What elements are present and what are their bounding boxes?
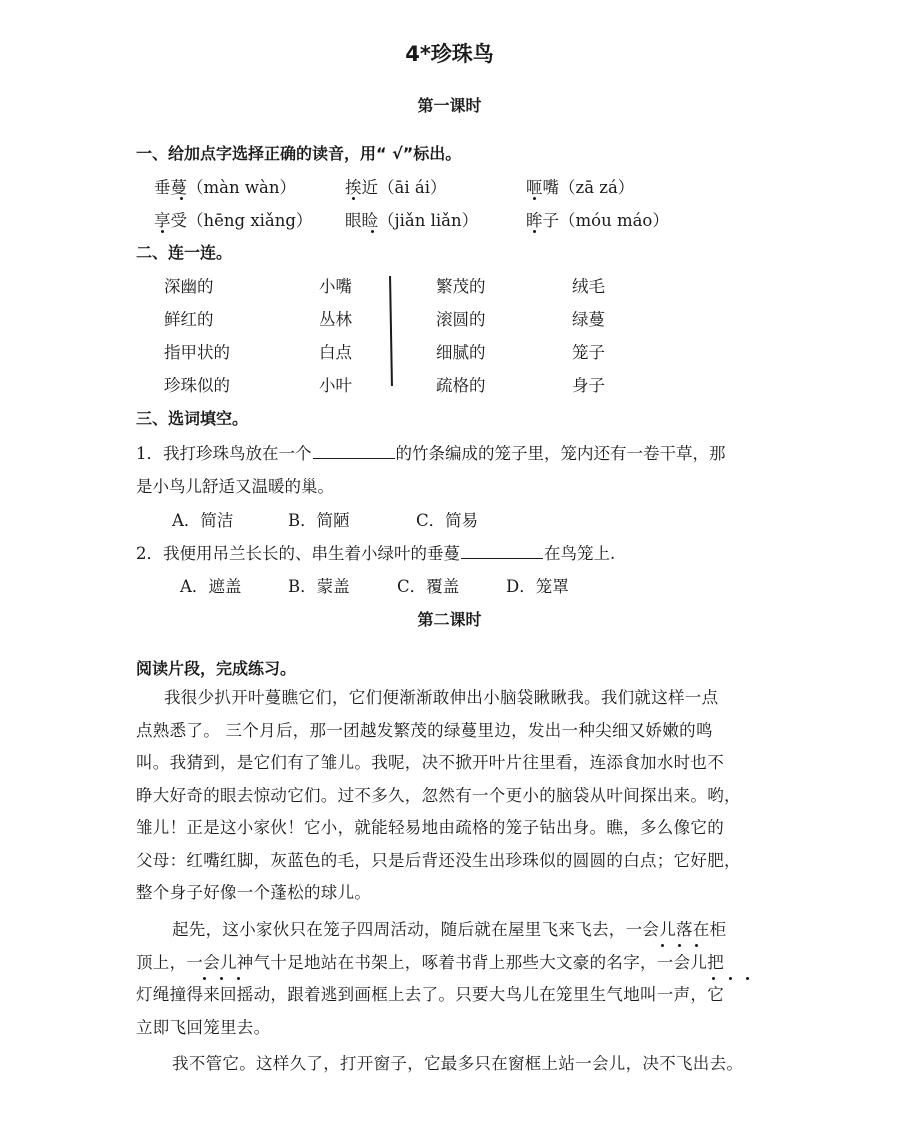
emphasis-dot <box>746 977 749 980</box>
option: B．蒙盖 <box>288 577 350 596</box>
lesson-1-title: 第一课时 <box>417 96 482 115</box>
emphasis-dot <box>712 977 715 980</box>
q3-heading: 三、选词填空。 <box>136 409 249 428</box>
q3-s2-pre: 2．我便用吊兰长长的、串生着小绿叶的垂蔓 <box>136 544 460 563</box>
text-line: 父母：红嘴红脚，灰蓝色的毛，只是后背还没生出珍珠似的圆圆的白点；它好肥， <box>136 850 741 870</box>
text-line: 整个身子好像一个蓬松的球儿。 <box>136 883 372 902</box>
text-line: 顶上，一会儿神气十足地站在书架上，啄着书背上那些大文豪的名字，一会儿把 <box>136 952 724 972</box>
text-line: 点熟悉了。 三个月后，那一团越发繁茂的绿蔓里边，发出一种尖细又娇嫩的鸣 <box>136 720 713 740</box>
emphasis-dot <box>678 944 681 947</box>
match-right-noun: 绿蔓 <box>572 310 605 329</box>
text-line: 立即飞回笼里去。 <box>136 1017 271 1037</box>
reading-paragraph-3 <box>136 1048 766 1081</box>
page-title: 4*珍珠鸟 <box>405 42 494 66</box>
option: C．覆盖 <box>397 577 460 596</box>
emphasis-dot <box>661 944 664 947</box>
match-left-adj: 指甲状的 <box>164 343 230 362</box>
emphasis-dot <box>180 197 183 200</box>
match-right-adj: 疏格的 <box>436 376 486 395</box>
match-left-adj: 鲜红的 <box>164 310 214 329</box>
emphasis-dot <box>371 230 374 233</box>
option: B．简陋 <box>288 511 350 530</box>
q1-item: 垂蔓（màn wàn） <box>154 178 296 197</box>
option: A．简洁 <box>172 511 234 530</box>
match-right-noun: 笼子 <box>572 343 605 362</box>
emphasis-dot <box>220 977 223 980</box>
q3-sentence-1 <box>136 440 726 464</box>
q2-heading: 二、连一连。 <box>136 243 233 262</box>
match-left-adj: 珍珠似的 <box>164 376 230 395</box>
option: C．简易 <box>416 511 479 530</box>
divider-line <box>389 276 392 386</box>
q1-item: 眸子（móu máo） <box>526 211 669 230</box>
match-left-noun: 小叶 <box>319 376 352 395</box>
q3-sentence-2 <box>136 540 615 564</box>
q1-item: 咂嘴（zā zá） <box>526 178 635 197</box>
fill-blank[interactable] <box>313 442 395 459</box>
text-line: 睁大好奇的眼去惊动它们。过不多久，忽然有一个更小的脑袋从叶间探出来。哟， <box>136 785 741 805</box>
match-right-noun: 绒毛 <box>572 277 605 296</box>
match-left-adj: 深幽的 <box>164 277 214 296</box>
emphasis-dot <box>533 230 536 233</box>
text-line: 我很少扒开叶蔓瞧它们，它们便渐渐敢伸出小脑袋瞅瞅我。我们就这样一点 <box>164 688 719 707</box>
q3-s1-post: 的竹条编成的笼子里，笼内还有一卷干草，那 <box>395 444 726 463</box>
match-right-adj: 细腻的 <box>436 343 486 362</box>
emphasis-dot <box>533 197 536 200</box>
text-line: 叫。我猜到，是它们有了雏儿。我呢，决不掀开叶片往里看，连添食加水时也不 <box>136 753 724 772</box>
text-line: 起先，这小家伙只在笼子四周活动，随后就在屋里飞来飞去，一会儿落在柜 <box>172 920 727 939</box>
emphasis-dot <box>161 230 164 233</box>
match-left-noun: 白点 <box>319 343 352 362</box>
option: D．笼罩 <box>506 577 569 596</box>
reading-paragraph-1 <box>136 682 766 910</box>
option: A．遮盖 <box>180 577 242 596</box>
lesson-2-title: 第二课时 <box>417 610 482 629</box>
match-right-adj: 繁茂的 <box>436 277 486 296</box>
emphasis-dot <box>729 977 732 980</box>
emphasis-dot <box>352 197 355 200</box>
q3-s1-pre: 1．我打珍珠鸟放在一个 <box>136 444 312 463</box>
match-right-adj: 滚圆的 <box>436 310 486 329</box>
q1-heading: 一、给加点字选择正确的读音，用“ √”标出。 <box>136 144 462 163</box>
q1-item: 享受（hēng xiǎng） <box>154 211 313 230</box>
emphasis-dot <box>237 977 240 980</box>
q1-item: 眼睑（jiǎn liǎn） <box>345 211 479 230</box>
text-line: 我不管它。这样久了，打开窗子，它最多只在窗框上站一会儿，决不飞出去。 <box>172 1054 744 1073</box>
q1-item: 挨近（āi ái） <box>345 178 447 197</box>
match-left-noun: 小嘴 <box>319 277 352 296</box>
text-line: 灯绳撞得来回摇动，跟着逃到画框上去了。只要大鸟儿在笼里生气地叫一声，它 <box>136 985 724 1004</box>
match-right-noun: 身子 <box>572 376 605 395</box>
emphasis-dot <box>695 944 698 947</box>
q3-s1-line2: 是小鸟儿舒适又温暖的巢。 <box>136 477 334 496</box>
text-line: 雏儿！正是这小家伙！它小，就能轻易地由疏格的笼子钻出身。瞧，多么像它的 <box>136 818 724 837</box>
reading-heading: 阅读片段，完成练习。 <box>136 659 297 678</box>
match-left-noun: 丛林 <box>319 310 352 329</box>
reading-paragraph-2 <box>136 914 766 1044</box>
q3-s2-post: 在鸟笼上. <box>544 544 616 563</box>
emphasis-dot <box>203 977 206 980</box>
fill-blank[interactable] <box>461 542 543 559</box>
